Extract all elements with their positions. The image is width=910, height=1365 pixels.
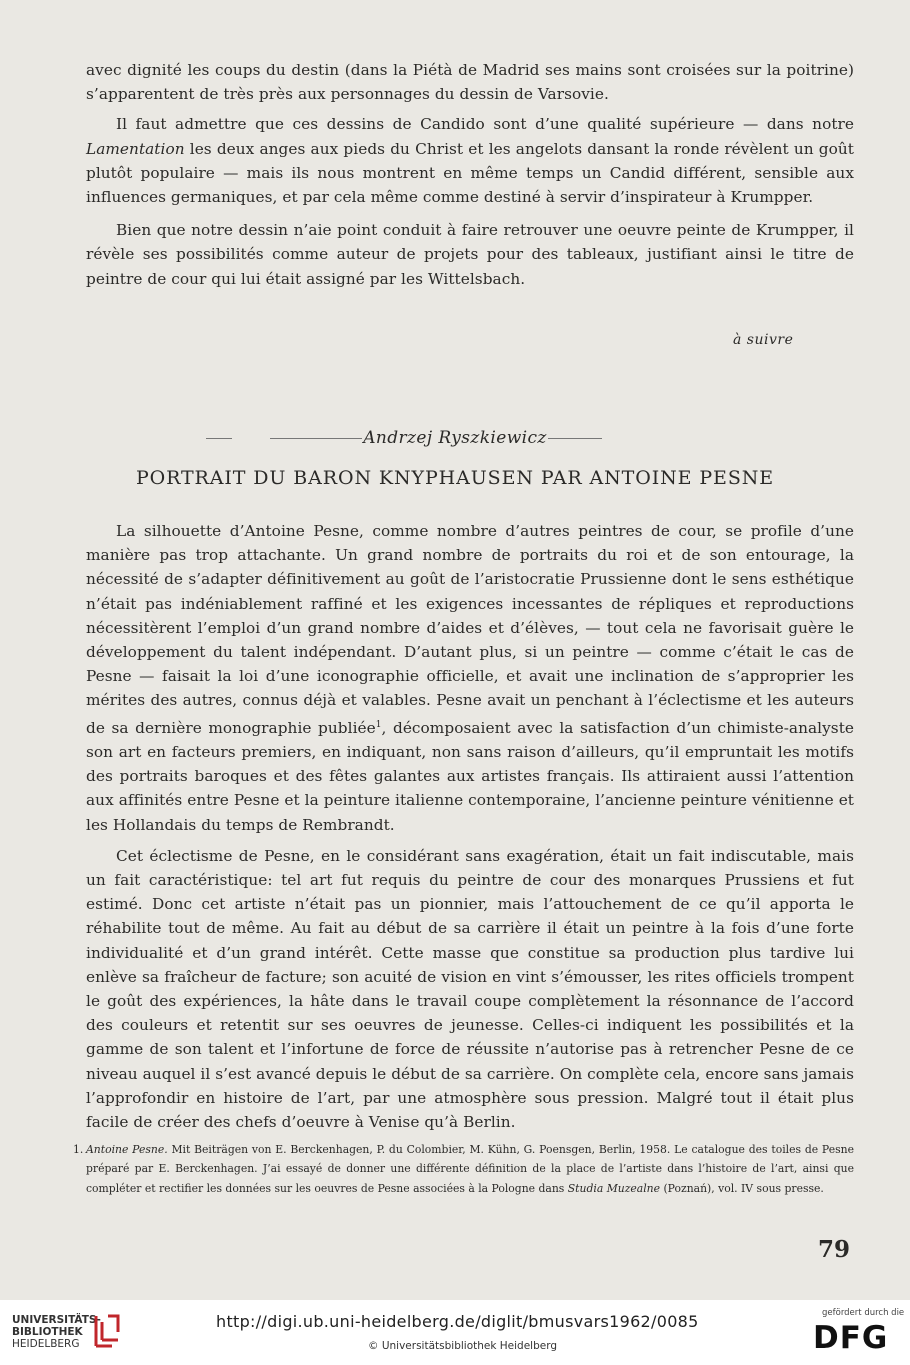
library-line-2: BIBLIOTHEK	[12, 1326, 83, 1338]
paragraph-2-text-b: les deux anges aux pieds du Christ et les angelots dansant la ronde révèlent un goût plutôt populaire — mais ils nous montrent en même temps un Candid différent, sensible aux influences germaniques, et par cela même comme destiné à servir d’inspirateur à Krumpper.	[86, 139, 854, 207]
ub-heidelberg-logo-icon	[92, 1312, 124, 1350]
footnote	[73, 1140, 854, 1198]
article-paragraph-2: Cet éclectisme de Pesne, en le considérant sans exagération, était un fait indiscutable, mais un fait caractéristique: tel art fut requis du peintre de cour des monarques Prussiens et fut estimé. Donc cet artiste n’était pas un pionnier, mais l’attouchement de ce qu’il apporta le réhabilite tout de même. Au fait au début de sa carrière il était un peintre à la fois d’une forte individualité et d’un grand intérêt. Cette masse que constitue sa production plus tardive lui enlève sa fraîcheur de facture; son acuité de vision en vint s’émousser, les rites officiels trompent le goût des expériences, la hâte dans le travail coupe complètement la résonnance de l’accord des couleurs et retentit sur ses oeuvres de jeunesse. Celles-ci indiquent les possibilités et la gamme de son talent et l’infortune de force de réussite n’autorise pas à retrencher Pesne de ce niveau auquel il s’est avancé depuis le début de sa carrière. On complète cela, encore sans jamais l’approfondir en histoire de l’art, par une atmosphère sous pression. Malgré tout il était plus facile de créer des chefs d’oeuvre à Venise qu’à Berlin.	[86, 846, 854, 1131]
paragraph-2	[86, 112, 854, 209]
dfg-logo: DFG	[813, 1320, 889, 1356]
footer-bar	[0, 1300, 910, 1365]
article-paragraph-1-text-b: , décomposaient avec la satisfaction d’un chimiste-analyste son art en facteurs premiers, en indiquant, non sans raison d’ailleurs, qu’il empruntait les motifs des portraits baroques et des fêtes galantes aux artistes français. Ils attiraient aussi l’attention aux affinités entre Pesne et la peinture italienne contemporaine, l’ancienne peinture vénitienne et les Hollandais du temps de Rembrandt.	[86, 718, 854, 834]
article-paragraph-1	[86, 519, 854, 837]
article-author: Andrzej Ryszkiewicz	[363, 428, 547, 448]
permalink-url[interactable]: http://digi.ub.uni-heidelberg.de/diglit/bmusvars1962/0085	[216, 1312, 699, 1331]
paragraph-1: avec dignité les coups du destin (dans la Piétà de Madrid ses mains sont croisées sur la poitrine) s’apparentent de très près aux personnages du dessin de Varsovie.	[86, 61, 854, 104]
footnote-number: 1.	[73, 1143, 84, 1156]
lamentation-italic: Lamentation	[86, 139, 185, 158]
library-line-3: HEIDELBERG	[12, 1338, 80, 1350]
article-paragraph-1-text-a: La silhouette d’Antoine Pesne, comme nombre d’autres peintres de cour, se profile d’une manière pas trop attachante. Un grand nombre de portraits du roi et de son entourage, la nécessité de s’adapter définitivement au goût de l’aristocratie Prussienne dont le sens esthétique n’était pas indéniablement raffiné et les exigences incessantes de répliques et reproductions nécessitèrent l’emploi d’un grand nombre d’aides et d’élèves, — tout cela ne favorisait guère le développement du talent indépendant. D’autant plus, si un peintre — comme c’était le cas de Pesne — faisait la loi d’une iconographie officielle, et avait une inclination de s’approprier les mérites des autres, connus déjà et valables. Pesne avait un penchant à l’éclectisme et les auteurs de sa dernière monographie publiée	[86, 522, 854, 737]
article-title: PORTRAIT DU BARON KNYPHAUSEN PAR ANTOINE PESNE	[135, 467, 775, 489]
paragraph-2-text-a: Il faut admettre que ces dessins de Candido sont d’une qualité supérieure — dans notre	[116, 115, 854, 134]
library-line-1: UNIVERSITÄTS-	[12, 1314, 101, 1326]
footnote-text-1: Mit Beiträgen von E. Berckenhagen, P. du Colombier, M. Kühn, G. Poensgen, Berlin, 1958. Le catalogue des toiles de Pesne préparé par E. Berckenhagen. J’ai essayé de donner une différente définition de la place de l’artiste dans l’histoire de l’art, ainsi que compléter et rectifier les données sur les oeuvres de Pesne associées à la Pologne dans	[86, 1143, 854, 1195]
paragraph-3: Bien que notre dessin n’aie point conduit à faire retrouver une oeuvre peinte de Krumpper, il révèle ses possibilités comme auteur de projets pour des tableaux, justifiant ainsi le titre de peintre de cour qui lui était assigné par les Wittelsbach.	[86, 221, 854, 288]
top-text-block	[86, 58, 854, 291]
footnote-text-2: (Poznań), vol. IV sous presse.	[660, 1181, 824, 1195]
a-suivre: à suivre	[733, 332, 794, 348]
article-body	[86, 519, 854, 1134]
copyright: © Universitätsbibliothek Heidelberg	[368, 1340, 558, 1352]
page-number: 79	[818, 1236, 851, 1263]
dfg-tagline: gefördert durch die	[822, 1308, 905, 1318]
footnote-italic-1: Antoine Pesne.	[86, 1143, 168, 1156]
footnote-italic-2: Studia Muzealne	[567, 1181, 661, 1195]
footnote-ref: 1	[375, 719, 382, 730]
library-name	[12, 1314, 101, 1350]
